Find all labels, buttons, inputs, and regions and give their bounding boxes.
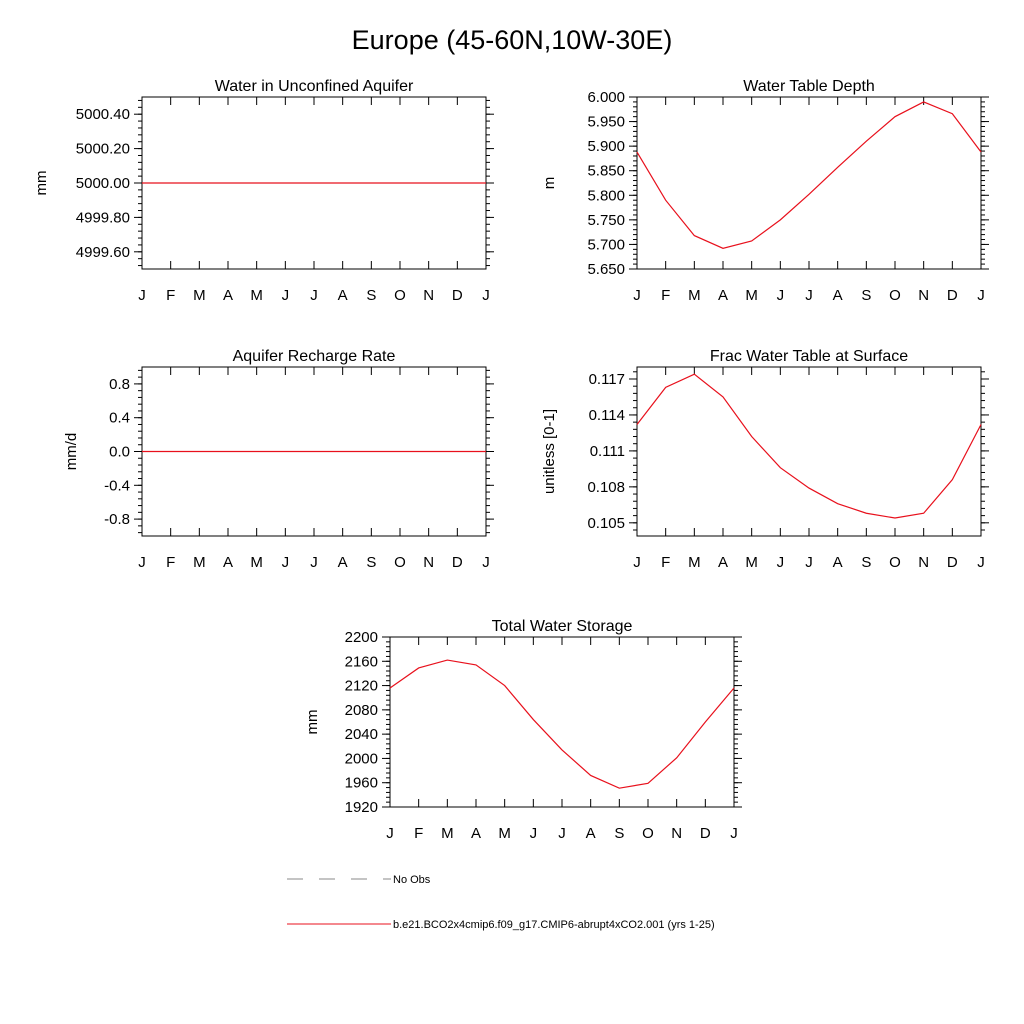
y-tick-label: 5.950 xyxy=(587,113,625,131)
chart-panel-2 xyxy=(541,78,989,304)
plot-frame xyxy=(637,97,981,269)
y-tick-label: 2080 xyxy=(344,701,378,719)
y-tick-label: 5.800 xyxy=(587,187,625,205)
panel-title: Water Table Depth xyxy=(743,78,875,95)
x-tick-label: M xyxy=(193,287,206,304)
x-tick-label: A xyxy=(585,825,596,842)
y-tick-label: -0.8 xyxy=(104,511,130,529)
x-tick-label: M xyxy=(250,554,263,571)
x-tick-label: A xyxy=(832,287,843,304)
legend xyxy=(287,874,715,931)
x-tick-label: N xyxy=(671,825,683,842)
x-tick-label: J xyxy=(776,287,785,304)
panel-title: Frac Water Table at Surface xyxy=(709,348,909,365)
x-tick-label: M xyxy=(745,287,758,304)
x-tick-label: S xyxy=(366,554,377,571)
x-tick-label: D xyxy=(946,287,958,304)
chart-panels xyxy=(33,78,989,842)
x-tick-label: M xyxy=(441,825,454,842)
y-tick-label: 5.750 xyxy=(587,211,625,229)
x-tick-label: A xyxy=(470,825,482,842)
y-tick-label: 5.700 xyxy=(587,236,625,254)
y-tick-label: 5000.00 xyxy=(75,175,130,192)
series-line xyxy=(637,102,981,248)
x-tick-label: J xyxy=(281,287,290,304)
plot-frame xyxy=(637,367,981,536)
chart-panel-1 xyxy=(33,78,494,304)
x-tick-label: O xyxy=(889,287,901,304)
x-tick-label: J xyxy=(805,287,813,304)
y-tick-label: 5.850 xyxy=(587,162,625,180)
x-tick-label: A xyxy=(717,554,729,571)
x-tick-label: A xyxy=(222,554,234,571)
chart-panel-3 xyxy=(63,348,494,571)
x-tick-label: O xyxy=(642,825,654,842)
x-tick-label: S xyxy=(861,287,872,304)
x-tick-label: A xyxy=(832,554,843,571)
x-tick-label: N xyxy=(918,554,930,571)
x-tick-label: M xyxy=(250,287,263,304)
y-axis-label: mm xyxy=(33,170,50,196)
x-tick-label: J xyxy=(977,554,985,571)
x-tick-label: J xyxy=(730,825,738,842)
y-tick-label: 0.0 xyxy=(109,443,130,461)
x-tick-label: F xyxy=(166,287,176,304)
panel-title: Total Water Storage xyxy=(491,618,633,635)
y-tick-label: 2200 xyxy=(344,629,378,646)
x-tick-label: N xyxy=(423,554,435,571)
x-tick-label: J xyxy=(805,554,813,571)
x-tick-label: F xyxy=(166,554,176,571)
y-tick-label: 2000 xyxy=(344,750,378,768)
y-tick-label: 0.105 xyxy=(587,514,625,532)
y-tick-label: 0.117 xyxy=(588,370,625,388)
x-tick-label: J xyxy=(633,554,641,571)
x-tick-label: J xyxy=(633,287,641,304)
y-axis-label: mm xyxy=(304,709,321,735)
x-tick-label: S xyxy=(366,287,377,304)
series-line xyxy=(637,374,981,518)
y-tick-label: 5000.20 xyxy=(75,140,130,158)
x-tick-label: J xyxy=(482,287,490,304)
y-tick-label: 5.650 xyxy=(587,261,625,278)
y-axis-label: m xyxy=(541,176,558,190)
y-tick-label: 4999.60 xyxy=(75,243,130,261)
x-tick-label: D xyxy=(451,554,463,571)
x-tick-label: M xyxy=(193,554,206,571)
y-tick-label: 1920 xyxy=(344,799,378,816)
y-tick-label: 5000.40 xyxy=(75,106,130,124)
y-tick-label: 4999.80 xyxy=(75,209,130,227)
y-tick-label: 2120 xyxy=(344,677,378,695)
y-tick-label: -0.4 xyxy=(104,477,130,495)
x-tick-label: S xyxy=(861,554,872,571)
y-tick-label: 0.108 xyxy=(587,478,625,496)
y-tick-label: 1960 xyxy=(344,774,378,792)
x-tick-label: O xyxy=(889,554,901,571)
x-tick-label: F xyxy=(414,825,424,842)
panel-title: Water in Unconfined Aquifer xyxy=(214,78,414,95)
x-tick-label: O xyxy=(394,287,406,304)
x-tick-label: D xyxy=(451,287,463,304)
x-tick-label: M xyxy=(688,554,701,571)
y-tick-label: 0.4 xyxy=(109,409,130,427)
x-tick-label: F xyxy=(661,287,671,304)
y-tick-label: 0.111 xyxy=(589,442,625,460)
y-tick-label: 0.114 xyxy=(588,406,625,424)
x-tick-label: M xyxy=(498,825,511,842)
y-tick-label: 2040 xyxy=(344,726,378,744)
x-tick-label: A xyxy=(717,287,729,304)
legend-label-no-obs: No Obs xyxy=(393,874,431,886)
x-tick-label: A xyxy=(337,287,348,304)
x-tick-label: F xyxy=(661,554,671,571)
x-tick-label: D xyxy=(699,825,711,842)
x-tick-label: J xyxy=(310,287,318,304)
panel-title: Aquifer Recharge Rate xyxy=(232,348,396,365)
x-tick-label: M xyxy=(688,287,701,304)
y-tick-label: 5.900 xyxy=(587,138,625,156)
x-tick-label: J xyxy=(977,287,985,304)
x-tick-label: N xyxy=(918,287,930,304)
plot-frame xyxy=(390,637,734,807)
y-tick-label: 6.000 xyxy=(587,89,625,106)
x-tick-label: S xyxy=(614,825,625,842)
y-tick-label: 0.8 xyxy=(109,375,130,393)
x-tick-label: A xyxy=(222,287,234,304)
x-tick-label: J xyxy=(386,825,394,842)
x-tick-label: J xyxy=(776,554,785,571)
x-tick-label: D xyxy=(946,554,958,571)
chart-panel-5 xyxy=(304,618,742,842)
y-tick-label: 2160 xyxy=(344,653,378,671)
x-tick-label: J xyxy=(529,825,538,842)
x-tick-label: J xyxy=(482,554,490,571)
x-tick-label: J xyxy=(310,554,318,571)
x-tick-label: J xyxy=(281,554,290,571)
x-tick-label: O xyxy=(394,554,406,571)
x-tick-label: J xyxy=(558,825,566,842)
x-tick-label: N xyxy=(423,287,435,304)
chart-panel-4 xyxy=(541,348,989,571)
legend-label-model-run: b.e21.BCO2x4cmip6.f09_g17.CMIP6-abrupt4xCO2.001 (yrs 1-25) xyxy=(393,919,715,931)
y-axis-label: unitless [0-1] xyxy=(541,408,558,495)
x-tick-label: M xyxy=(745,554,758,571)
x-tick-label: J xyxy=(138,554,146,571)
y-axis-label: mm/d xyxy=(63,432,80,471)
x-tick-label: A xyxy=(337,554,348,571)
series-line xyxy=(390,660,734,788)
x-tick-label: J xyxy=(138,287,146,304)
figure-title: Europe (45-60N,10W-30E) xyxy=(351,25,673,55)
